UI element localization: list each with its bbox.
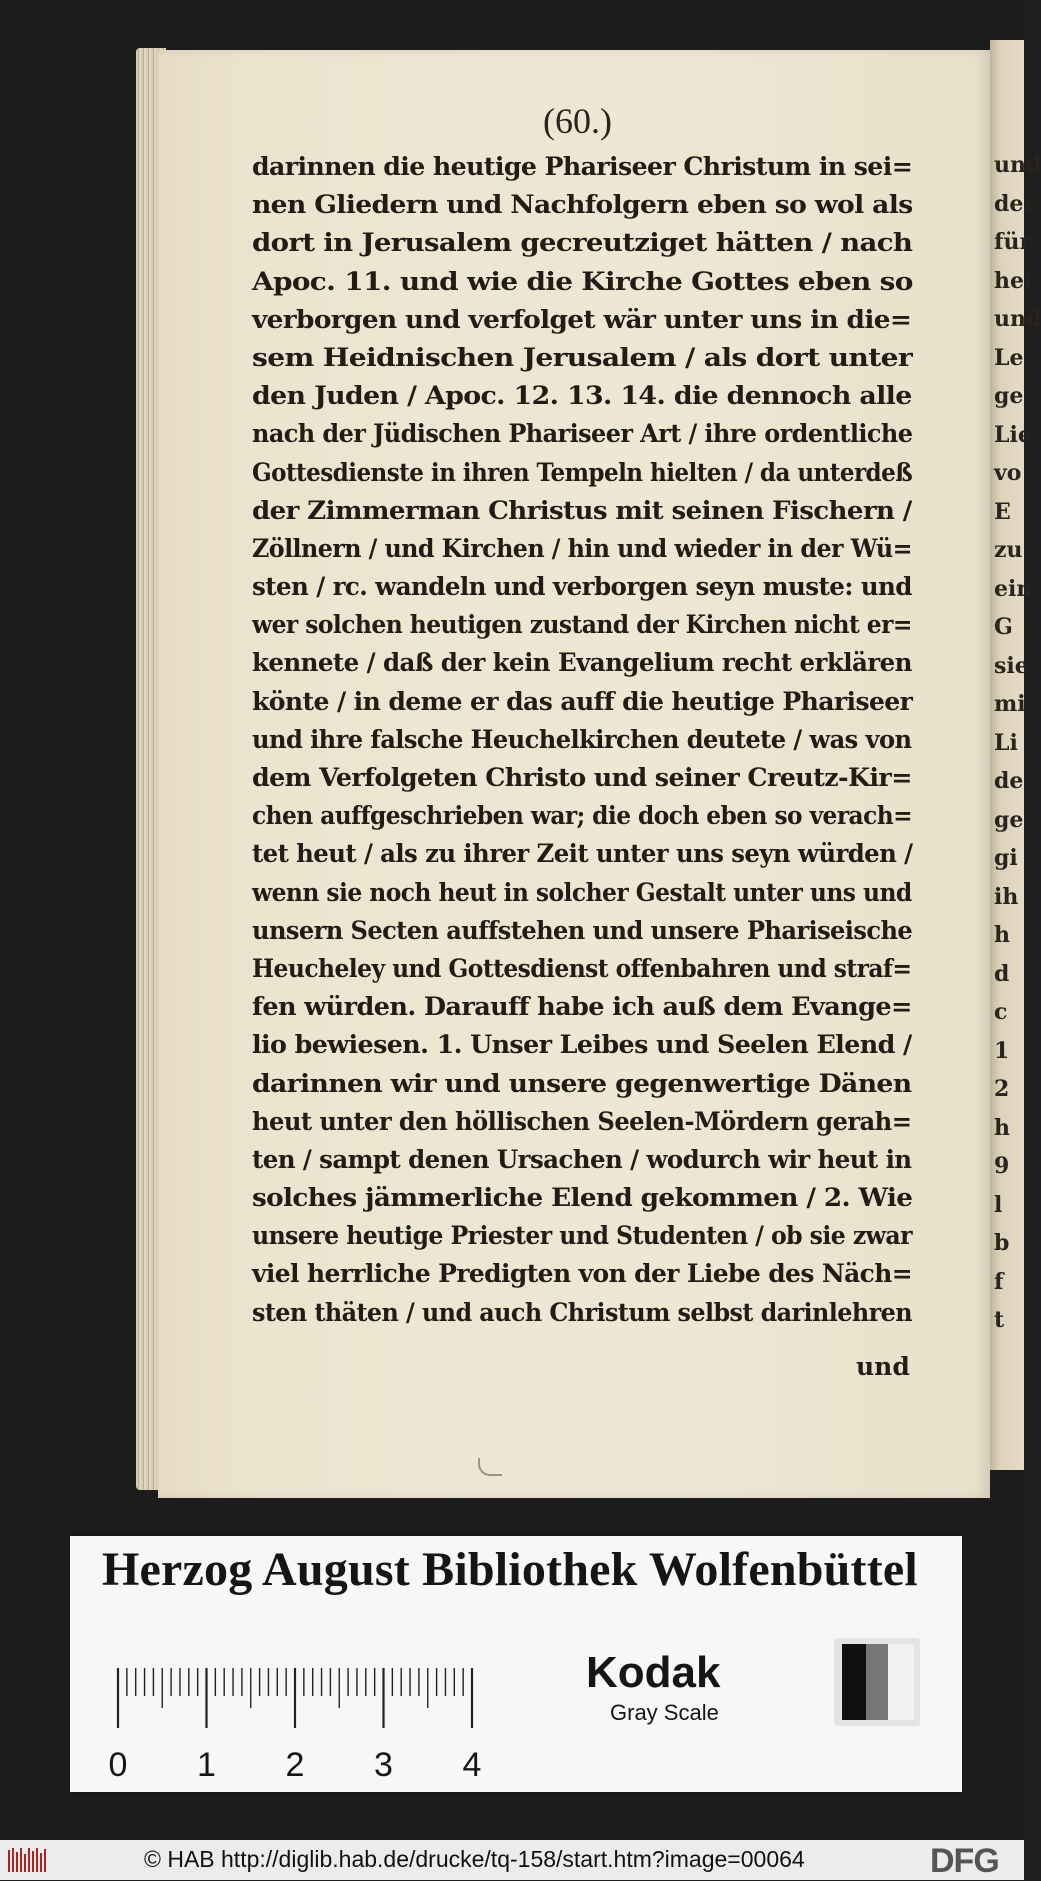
- facing-page-fragment: l: [994, 1191, 1003, 1218]
- dfg-logo: DFG: [930, 1842, 999, 1880]
- text-line: dem Verfolgeten Christo und seiner Creutz-Kir=: [252, 763, 912, 792]
- text-line: nach der Jüdischen Phariseer Art / ihre ordentliche: [252, 419, 913, 449]
- facing-page-fragment: ein: [994, 575, 1033, 602]
- facing-page-fragment: Li: [994, 729, 1018, 756]
- text-line: sten thäten / und auch Christum selbst darinlehren: [252, 1297, 913, 1327]
- text-line: wenn sie noch heut in solcher Gestalt unter uns und: [252, 877, 912, 907]
- ruler: [106, 1656, 566, 1788]
- text-line: nen Gliedern und Nachfolgern eben so wol als: [252, 190, 913, 220]
- ruler-number: 2: [285, 1746, 305, 1784]
- facing-page-fragment: hei: [994, 267, 1033, 294]
- text-line: Gottesdienste in ihren Tempeln hielten / da unterdeß: [252, 457, 913, 487]
- text-line: sten / rc. wandeln und verborgen seyn muste: und: [252, 572, 912, 602]
- facing-page-fragment: für: [994, 229, 1032, 255]
- facing-page-fragment: der: [994, 190, 1035, 217]
- text-line: dort in Jerusalem gecreutziget hätten / nach: [252, 228, 913, 258]
- text-line: heut unter den höllischen Seelen-Mördern gerah=: [252, 1106, 912, 1136]
- text-line: lio bewiesen. 1. Unser Leibes und Seelen Elend /: [252, 1030, 912, 1060]
- facing-page-fragment: Lie: [994, 421, 1032, 448]
- page-number: (60.): [543, 101, 612, 141]
- color-target-card: [70, 1536, 962, 1792]
- facing-page-fragment: h: [994, 1114, 1010, 1141]
- facing-page-fragment: 2: [994, 1076, 1010, 1102]
- text-line: sem Heidnischen Jerusalem / als dort unter: [252, 342, 913, 372]
- gray-scale-label: Gray Scale: [610, 1700, 719, 1725]
- text-line: wer solchen heutigen zustand der Kirchen nicht er=: [252, 610, 912, 640]
- facing-page-fragment: mi: [994, 691, 1026, 717]
- facing-page-fragment: zu: [994, 537, 1023, 563]
- facing-page-fragment: f: [994, 1268, 1004, 1295]
- facing-page-fragment: sie: [994, 652, 1029, 679]
- facing-page-edge: [990, 40, 1041, 1470]
- facing-page-fragment: 9: [994, 1153, 1010, 1179]
- text-line: könte / in deme er das auff die heutige Phariseer: [252, 686, 913, 716]
- facing-page-fragment: ih: [994, 883, 1019, 910]
- facing-page-fragment: E: [994, 498, 1011, 525]
- text-line: solches jämmerliche Elend gekommen / 2. Wie: [252, 1183, 913, 1213]
- text-line: Apoc. 11. und wie die Kirche Gottes eben so: [252, 266, 913, 296]
- facing-page-fragment: de: [994, 768, 1024, 794]
- facing-page-fragment: b: [994, 1230, 1010, 1256]
- text-line: Zöllnern / und Kirchen / hin und wieder in der Wü=: [252, 533, 912, 563]
- text-line: viel herrliche Predigten von der Liebe des Näch=: [252, 1259, 913, 1289]
- text-line: darinnen die heutige Phariseer Christum in sei=: [252, 152, 913, 181]
- text-line: chen auffgeschrieben war; die doch eben so verach=: [252, 801, 913, 831]
- text-line: unsere heutige Priester und Studenten / ob sie zwar: [252, 1221, 912, 1251]
- ruler-number: 0: [108, 1746, 128, 1784]
- text-line: ten / sampt denen Ursachen / wodurch wir heut in: [252, 1144, 912, 1174]
- facing-page-fragment: h: [994, 922, 1010, 948]
- facing-page-fragment: 1: [994, 1037, 1010, 1064]
- text-line: der Zimmerman Christus mit seinen Fischern /: [252, 495, 912, 525]
- text-line: und ihre falsche Heuchelkirchen deutete / was von: [252, 724, 912, 754]
- barcode-icon: [8, 1846, 48, 1874]
- text-line: kennete / daß der kein Evangelium recht erklären: [252, 648, 912, 678]
- facing-page-fragment: gi: [994, 845, 1018, 871]
- footer-link[interactable]: © HAB http://diglib.hab.de/drucke/tq-158/start.htm?image=00064: [144, 1846, 805, 1872]
- facing-page-fragment: Le: [994, 344, 1024, 371]
- facing-page-fragment: ge: [994, 806, 1024, 833]
- swatch-black: [842, 1644, 866, 1720]
- facing-page-fragment: ge: [994, 383, 1024, 409]
- ruler-number: 3: [374, 1746, 393, 1784]
- text-line: tet heut / als zu ihrer Zeit unter uns seyn würden /: [252, 839, 913, 869]
- swatch-white: [888, 1644, 914, 1720]
- ruler-number: 4: [462, 1746, 482, 1784]
- facing-page-fragment: G: [994, 614, 1013, 640]
- page-text: [252, 148, 914, 1332]
- pencil-mark: [478, 1458, 502, 1476]
- library-name: Herzog August Bibliothek Wolfenbüttel: [102, 1543, 918, 1596]
- facing-page-fragment: und: [994, 152, 1041, 178]
- text-line: Heucheley und Gottesdienst offenbahren und straf=: [252, 953, 912, 983]
- kodak-logo: Kodak: [586, 1648, 721, 1697]
- catchword: und: [856, 1352, 910, 1381]
- text-line: den Juden / Apoc. 12. 13. 14. die dennoch alle: [252, 381, 912, 411]
- text-line: verborgen und verfolget wär unter uns in die=: [252, 304, 912, 334]
- footer-bar: [0, 1840, 1024, 1880]
- facing-page-fragment: c: [994, 999, 1008, 1025]
- facing-page-fragment: vo: [994, 460, 1022, 486]
- text-line: darinnen wir und unsere gegenwertige Dänen: [252, 1068, 912, 1098]
- facing-page-fragment: und: [994, 306, 1041, 332]
- text-line: fen würden. Darauff habe ich auß dem Evange=: [252, 992, 912, 1022]
- facing-page-fragment: d: [994, 960, 1010, 987]
- text-line: unsern Secten auffstehen und unsere Phariseische: [252, 915, 913, 945]
- ruler-number: 1: [197, 1746, 216, 1784]
- facing-page-fragment: t: [994, 1307, 1005, 1333]
- swatch-gray: [866, 1644, 888, 1720]
